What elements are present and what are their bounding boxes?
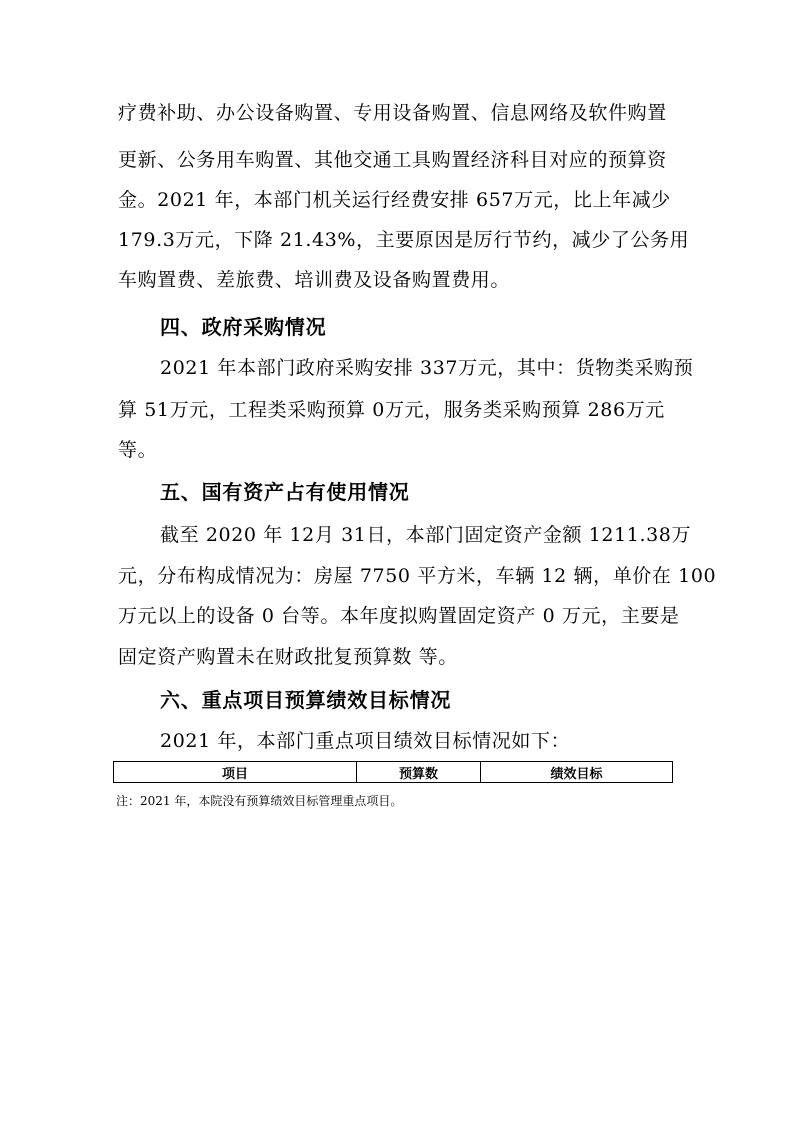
section-4-line-2: 算 51万元，工程类采购预算 0万元，服务类采购预算 286万元	[118, 399, 665, 421]
performance-target-table	[113, 761, 673, 783]
section-5-line-3: 万元以上的设备 0 台等。本年度拟购置固定资产 0 万元，主要是	[118, 605, 680, 627]
section-4-line-1: 2021 年本部门政府采购安排 337万元，其中：货物类采购预	[160, 357, 694, 379]
section-4-line-3: 等。	[118, 439, 158, 461]
section-5-heading: 五、国有资产占有使用情况	[160, 480, 410, 504]
section-6-heading: 六、重点项目预算绩效目标情况	[160, 688, 452, 712]
header-project: 项目	[114, 762, 357, 783]
section-6-intro: 2021 年，本部门重点项目绩效目标情况如下：	[160, 730, 571, 752]
intro-line-4: 179.3万元，下降 21.43%，主要原因是厉行节约，减少了公务用	[118, 229, 690, 251]
header-performance-target: 绩效目标	[481, 762, 673, 783]
intro-line-3: 金。2021 年，本部门机关运行经费安排 657万元，比上年减少	[118, 189, 671, 211]
table-header-row	[114, 762, 673, 783]
section-4-heading: 四、政府采购情况	[160, 315, 327, 339]
header-budget: 预算数	[357, 762, 481, 783]
table-note: 注：2021 年，本院没有预算绩效目标管理重点项目。	[116, 794, 403, 808]
intro-line-1: 疗费补助、办公设备购置、专用设备购置、信息网络及软件购置	[118, 102, 667, 124]
section-5-line-4: 固定资产购置未在财政批复预算数 等。	[118, 646, 458, 668]
section-5-line-2: 元，分布构成情况为：房屋 7750 平方米，车辆 12 辆，单价在 100	[118, 565, 717, 587]
section-5-line-1: 截至 2020 年 12月 31日，本部门固定资产金额 1211.38万	[160, 524, 692, 546]
intro-line-5: 车购置费、差旅费、培训费及设备购置费用。	[118, 269, 511, 291]
intro-line-2: 更新、公务用车购置、其他交通工具购置经济科目对应的预算资	[118, 149, 667, 171]
